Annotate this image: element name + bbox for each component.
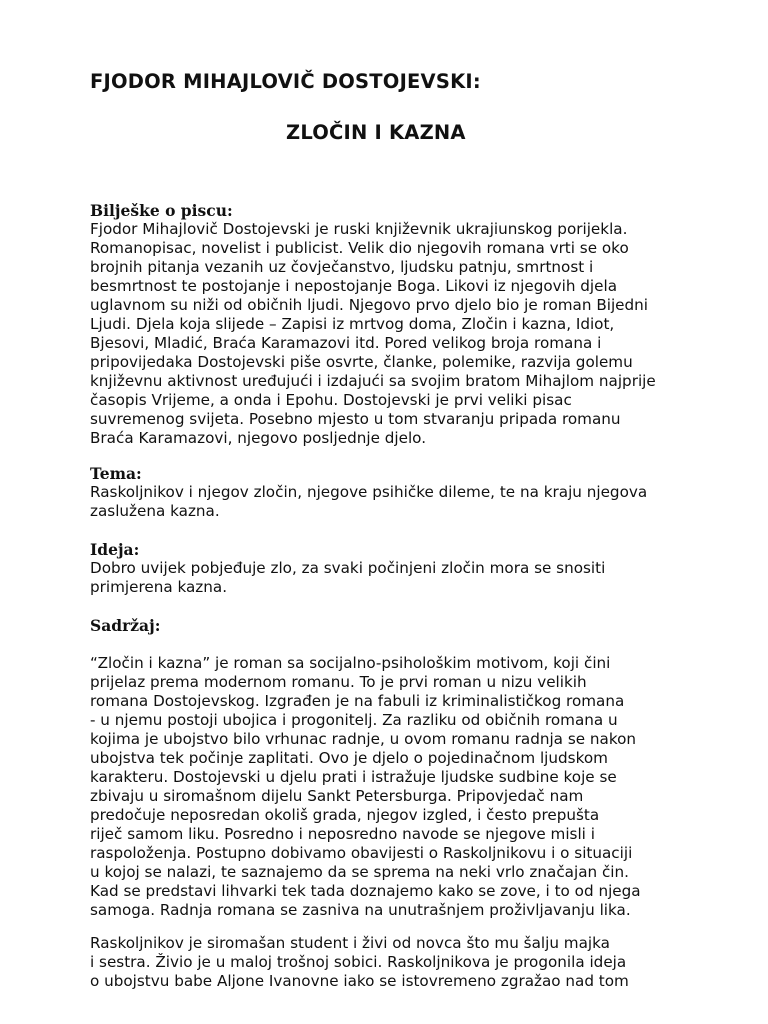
paragraph-line: Bjesovi, Mladić, Braća Karamazovi itd. Pored velikog broja romana i — [90, 334, 602, 352]
paragraph-line: Romanopisac, novelist i publicist. Velik dio njegovih romana vrti se oko — [90, 239, 629, 257]
section-tema — [90, 464, 690, 521]
paragraph-line: “Zločin i kazna” je roman sa socijalno-psihološkim motivom, koji čini — [90, 654, 611, 672]
paragraph-line: raspoloženja. Postupno dobivamo obavijesti o Raskoljnikovu i o situaciji — [90, 844, 633, 862]
paragraph-line: predočuje neposredan okoliš grada, njegov izgled, i često prepušta — [90, 806, 600, 824]
section-heading-sadrzaj: Sadržaj: — [90, 616, 161, 635]
paragraph-line: suvremenog svijeta. Posebno mjesto u tom stvaranju pripada romanu — [90, 410, 621, 428]
paragraph-line: i sestra. Živio je u maloj trošnoj sobici. Raskoljnikova je progonila ideja — [90, 953, 627, 971]
paragraph-line: Raskoljnikov je siromašan student i živi od novca što mu šalju majka — [90, 934, 610, 952]
paragraph-line: Fjodor Mihajlovič Dostojevski je ruski književnik ukrajiunskog porijekla. — [90, 220, 628, 238]
paragraph-line: pripovijedaka Dostojevski piše osvrte, članke, polemike, razvija golemu — [90, 353, 633, 371]
document-title: FJODOR MIHAJLOVIČ DOSTOJEVSKI: — [90, 70, 481, 93]
paragraph-line: riječ samom liku. Posredno i neposredno navode se njegove misli i — [90, 825, 595, 843]
section-heading-biljeske: Bilješke o piscu: — [90, 201, 233, 220]
paragraph-line: samoga. Radnja romana se zasniva na unutrašnjem proživljavanju lika. — [90, 901, 631, 919]
paragraph-line: karakteru. Dostojevski u djelu prati i istražuje ljudske sudbine koje se — [90, 768, 617, 786]
section-heading-ideja: Ideja: — [90, 540, 140, 559]
paragraph-line: Ljudi. Djela koja slijede – Zapisi iz mrtvog doma, Zločin i kazna, Idiot, — [90, 315, 615, 333]
paragraph-line: uglavnom su niži od običnih ljudi. Njegovo prvo djelo bio je roman Bijedni — [90, 296, 649, 314]
paragraph-line: primjerena kazna. — [90, 578, 228, 596]
paragraph-line: zbivaju u siromašnom dijelu Sankt Petersburga. Pripovjedač nam — [90, 787, 584, 805]
section-sadrzaj — [90, 616, 690, 635]
paragraph-line: romana Dostojevskog. Izgrađen je na fabuli iz kriminalističkog romana — [90, 692, 625, 710]
paragraph-line: kojima je ubojstvo bilo vrhunac radnje, u ovom romanu radnja se nakon — [90, 730, 637, 748]
paragraph-line: brojnih pitanja vezanih uz čovječanstvo, ljudsku patnju, smrtnost i — [90, 258, 594, 276]
section-biljeske — [90, 201, 690, 448]
paragraph-line: Kad se predstavi lihvarki tek tada doznajemo kako se zove, i to od njega — [90, 882, 641, 900]
paragraph-line: ubojstva tek počinje zaplitati. Ovo je djelo o pojedinačnom ljudskom — [90, 749, 608, 767]
section-sadrzaj-paragraph-1 — [90, 654, 690, 920]
paragraph-line: Dobro uvijek pobjeđuje zlo, za svaki počinjeni zločin mora se snositi — [90, 559, 606, 577]
paragraph-line: Raskoljnikov i njegov zločin, njegove psihičke dileme, te na kraju njegova — [90, 483, 648, 501]
paragraph-line: prijelaz prema modernom romanu. To je prvi roman u nizu velikih — [90, 673, 587, 691]
paragraph-line: zaslužena kazna. — [90, 502, 220, 520]
paragraph-line: besmrtnost te postojanje i nepostojanje Boga. Likovi iz njegovih djela — [90, 277, 618, 295]
paragraph-line: u kojoj se nalazi, te saznajemo da se sprema na neki vrlo značajan čin. — [90, 863, 629, 881]
document-subtitle: ZLOČIN I KAZNA — [286, 121, 466, 144]
section-sadrzaj-paragraph-2 — [90, 934, 690, 991]
paragraph-line: o ubojstvu babe Aljone Ivanovne iako se istovremeno zgražao nad tom — [90, 972, 629, 990]
paragraph-line: Braća Karamazovi, njegovo posljednje djelo. — [90, 429, 427, 447]
paragraph-line: književnu aktivnost uređujući i izdajući sa svojim bratom Mihajlom najprije — [90, 372, 656, 390]
section-ideja — [90, 540, 690, 597]
paragraph-line: časopis Vrijeme, a onda i Epohu. Dostojevski je prvi veliki pisac — [90, 391, 572, 409]
section-heading-tema: Tema: — [90, 464, 142, 483]
paragraph-line: - u njemu postoji ubojica i progonitelj. Za razliku od običnih romana u — [90, 711, 618, 729]
